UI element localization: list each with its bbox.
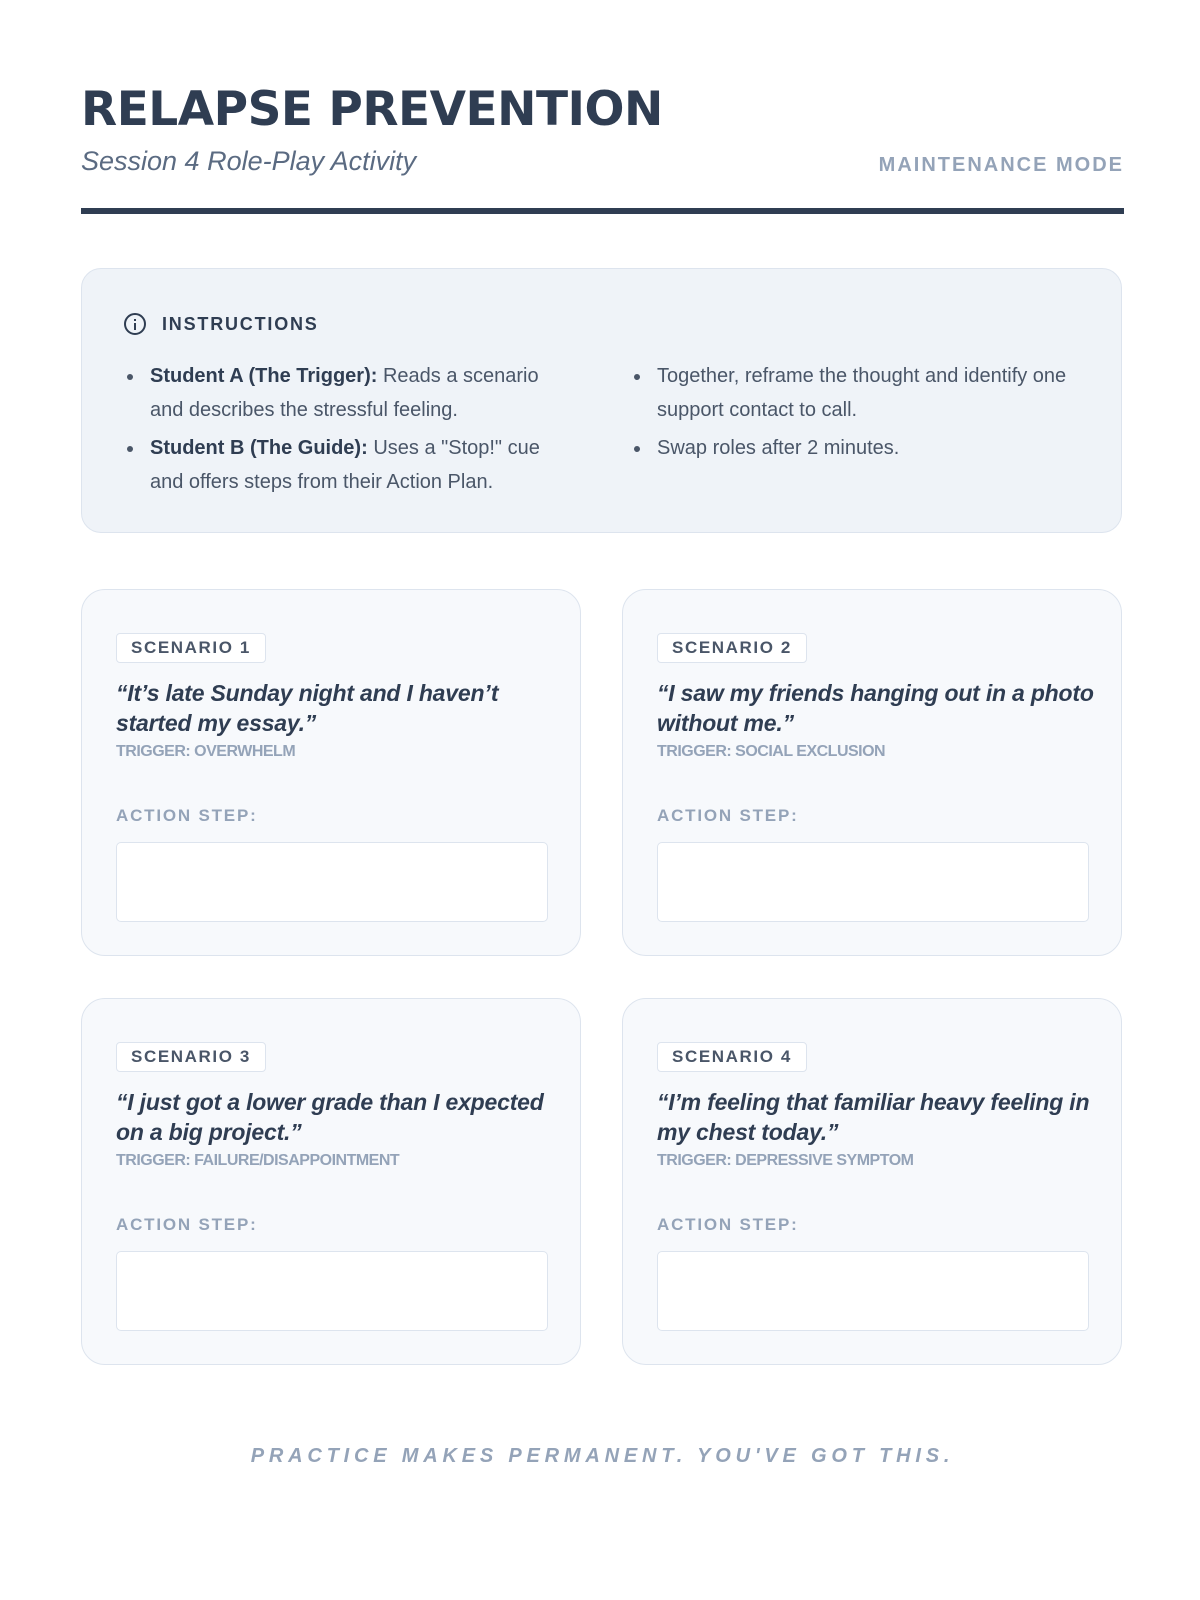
worksheet-header — [81, 80, 1124, 214]
instruction-item — [124, 359, 554, 427]
action-step-label: ACTION STEP: — [657, 1215, 799, 1234]
scenario-badge: SCENARIO 1 — [116, 633, 266, 663]
action-step-field[interactable] — [657, 842, 1089, 922]
worksheet-page — [81, 0, 1124, 1600]
header-divider — [81, 208, 1124, 214]
instruction-role: Student B (The Guide): — [150, 437, 368, 459]
action-step-field[interactable] — [657, 1251, 1089, 1331]
action-step-label: ACTION STEP: — [116, 1215, 258, 1234]
scenario-card-4 — [622, 998, 1122, 1365]
instruction-text: Together, reframe the thought and identify one support contact to call. — [657, 365, 1067, 421]
instructions-panel — [81, 268, 1122, 533]
scenario-card-1 — [81, 589, 581, 956]
scenario-badge: SCENARIO 2 — [657, 633, 807, 663]
instructions-heading — [124, 311, 319, 337]
instruction-item — [631, 359, 1081, 427]
scenario-quote: “It’s late Sunday night and I haven’t started my essay.” — [116, 680, 499, 736]
instructions-title: INSTRUCTIONS — [162, 313, 319, 334]
action-step-field[interactable] — [116, 842, 548, 922]
scenario-trigger: TRIGGER: DEPRESSIVE SYMPTOM — [657, 1152, 914, 1169]
mode-label: MAINTENANCE MODE — [878, 154, 1124, 176]
scenario-quote: “I’m feeling that familiar heavy feeling in my chest today.” — [657, 1089, 1090, 1145]
scenario-trigger: TRIGGER: OVERWHELM — [116, 743, 296, 760]
action-step-label: ACTION STEP: — [116, 806, 258, 825]
scenario-trigger: TRIGGER: SOCIAL EXCLUSION — [657, 743, 886, 760]
footer-motto: PRACTICE MAKES PERMANENT. YOU'VE GOT THIS. — [250, 1445, 955, 1467]
instruction-text: Swap roles after 2 minutes. — [657, 437, 900, 459]
action-step-label: ACTION STEP: — [657, 806, 799, 825]
page-subtitle: Session 4 Role-Play Activity — [81, 146, 417, 176]
action-step-field[interactable] — [116, 1251, 548, 1331]
scenario-quote: “I saw my friends hanging out in a photo without me.” — [657, 680, 1094, 736]
scenario-card-3 — [81, 998, 581, 1365]
instructions-list-left — [124, 359, 554, 503]
instruction-role: Student A (The Trigger): — [150, 365, 378, 387]
instruction-text: Uses a "Stop!" cue and offers steps from their Action Plan. — [150, 437, 540, 493]
info-icon — [124, 313, 146, 335]
instruction-item — [631, 431, 1081, 465]
instructions-list-right — [631, 359, 1081, 469]
scenario-badge: SCENARIO 3 — [116, 1042, 266, 1072]
instruction-text: Reads a scenario and describes the stressful feeling. — [150, 365, 539, 421]
scenario-badge: SCENARIO 4 — [657, 1042, 807, 1072]
scenario-trigger: TRIGGER: FAILURE/DISAPPOINTMENT — [116, 1152, 400, 1169]
scenario-card-2 — [622, 589, 1122, 956]
scenario-quote: “I just got a lower grade than I expected on a big project.” — [116, 1089, 544, 1145]
page-title: RELAPSE PREVENTION — [81, 82, 663, 137]
instruction-item — [124, 431, 554, 499]
